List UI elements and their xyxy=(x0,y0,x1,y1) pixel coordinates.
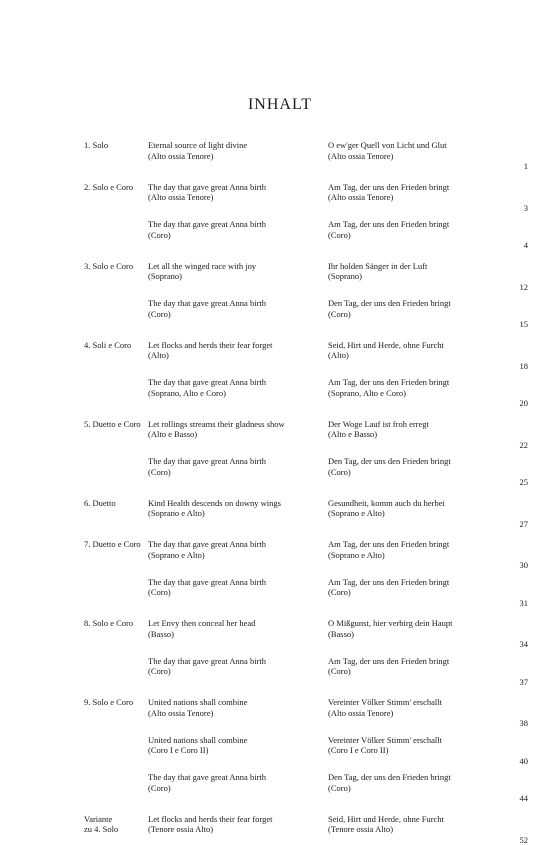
entry-number xyxy=(0,419,148,430)
entry-number-line: 9. Solo e Coro xyxy=(84,697,148,708)
page-number: 38 xyxy=(504,697,544,729)
german-title xyxy=(328,298,504,319)
english-title-line: (Coro) xyxy=(148,783,328,794)
toc-entry xyxy=(0,697,560,729)
entry-number xyxy=(0,261,148,272)
entry-number-line: 8. Solo e Coro xyxy=(84,618,148,629)
german-title-line: Seid, Hirt und Herde, ohne Furcht xyxy=(328,814,504,825)
entry-number xyxy=(0,814,148,835)
entry-number xyxy=(0,577,148,588)
entry-number-line: 2. Solo e Coro xyxy=(84,182,148,193)
entry-number xyxy=(0,456,148,467)
entry-number-line: Variante xyxy=(84,814,148,825)
german-title-line: (Alto ossia Tenore) xyxy=(328,151,504,162)
entry-number xyxy=(0,539,148,550)
english-title xyxy=(148,539,328,560)
english-title-line: (Coro) xyxy=(148,587,328,598)
page-number: 3 xyxy=(504,182,544,214)
entry-number-line xyxy=(84,577,148,588)
entry-number-line xyxy=(84,735,148,746)
english-title xyxy=(148,735,328,756)
english-title xyxy=(148,456,328,477)
german-title xyxy=(328,377,504,398)
german-title xyxy=(328,772,504,793)
toc-entry xyxy=(0,735,560,767)
page-number: 22 xyxy=(504,419,544,451)
page-number: 37 xyxy=(504,656,544,688)
english-title xyxy=(148,219,328,240)
english-title-line: Kind Health descends on downy wings xyxy=(148,498,328,509)
toc-entry xyxy=(0,377,560,409)
german-title-line: O ew'ger Quell von Licht und Glut xyxy=(328,140,504,151)
german-title-line: (Alto e Basso) xyxy=(328,429,504,440)
german-title-line: (Alto ossia Tenore) xyxy=(328,708,504,719)
toc-entry xyxy=(0,814,560,845)
german-title-line: Der Woge Lauf ist froh erregt xyxy=(328,419,504,430)
english-title xyxy=(148,298,328,319)
page-number: 34 xyxy=(504,618,544,650)
english-title-line: Let flocks and herds their fear forget xyxy=(148,340,328,351)
english-title-line: Let Envy then conceal her head xyxy=(148,618,328,629)
german-title xyxy=(328,219,504,240)
german-title xyxy=(328,814,504,835)
english-title-line: The day that gave great Anna birth xyxy=(148,456,328,467)
english-title-line: Eternal source of light divine xyxy=(148,140,328,151)
entry-number-line xyxy=(84,456,148,467)
english-title-line: The day that gave great Anna birth xyxy=(148,377,328,388)
page-number: 30 xyxy=(504,539,544,571)
german-title-line: Vereinter Völker Stimm' erschallt xyxy=(328,735,504,746)
german-title xyxy=(328,140,504,161)
page-number: 44 xyxy=(504,772,544,804)
english-title-line: The day that gave great Anna birth xyxy=(148,539,328,550)
english-title-line: The day that gave great Anna birth xyxy=(148,772,328,783)
toc-entry xyxy=(0,219,560,251)
toc-entry xyxy=(0,261,560,293)
english-title xyxy=(148,577,328,598)
toc-entry xyxy=(0,140,560,172)
page-number: 12 xyxy=(504,261,544,293)
entry-number-line: 7. Duetto e Coro xyxy=(84,539,148,550)
german-title-line: Vereinter Völker Stimm' erschallt xyxy=(328,697,504,708)
entry-number-line: 1. Solo xyxy=(84,140,148,151)
entry-number-line: 3. Solo e Coro xyxy=(84,261,148,272)
english-title-line: The day that gave great Anna birth xyxy=(148,656,328,667)
english-title xyxy=(148,419,328,440)
english-title xyxy=(148,618,328,639)
german-title xyxy=(328,182,504,203)
german-title-line: Am Tag, der uns den Frieden bringt xyxy=(328,656,504,667)
german-title-line: (Soprano) xyxy=(328,271,504,282)
german-title-line: Am Tag, der uns den Frieden bringt xyxy=(328,377,504,388)
english-title-line: (Coro) xyxy=(148,666,328,677)
english-title-line: United nations shall combine xyxy=(148,697,328,708)
page-number: 25 xyxy=(504,456,544,488)
german-title-line: (Soprano e Alto) xyxy=(328,550,504,561)
entry-number xyxy=(0,340,148,351)
page-number: 27 xyxy=(504,498,544,530)
english-title xyxy=(148,140,328,161)
entry-number-line xyxy=(84,772,148,783)
german-title xyxy=(328,498,504,519)
english-title xyxy=(148,340,328,361)
page-number: 40 xyxy=(504,735,544,767)
english-title xyxy=(148,261,328,282)
german-title-line: (Basso) xyxy=(328,629,504,640)
english-title-line: Let flocks and herds their fear forget xyxy=(148,814,328,825)
page-number: 52 xyxy=(504,814,544,845)
page-number: 18 xyxy=(504,340,544,372)
entry-number xyxy=(0,735,148,746)
english-title-line: United nations shall combine xyxy=(148,735,328,746)
toc-entry xyxy=(0,539,560,571)
entry-number xyxy=(0,697,148,708)
german-title-line: O Mißgunst, hier verbirg dein Haupt xyxy=(328,618,504,629)
english-title-line: Let rollings streams their gladness show xyxy=(148,419,328,430)
english-title-line: (Coro) xyxy=(148,309,328,320)
english-title-line: The day that gave great Anna birth xyxy=(148,577,328,588)
german-title-line: Am Tag, der uns den Frieden bringt xyxy=(328,539,504,550)
entry-number xyxy=(0,182,148,193)
german-title-line: Am Tag, der uns den Frieden bringt xyxy=(328,577,504,588)
page-number: 15 xyxy=(504,298,544,330)
english-title-line: Let all the winged race with joy xyxy=(148,261,328,272)
entry-number-line: 5. Duetto e Coro xyxy=(84,419,148,430)
entry-number xyxy=(0,298,148,309)
english-title-line: (Alto ossia Tenore) xyxy=(148,708,328,719)
german-title-line: (Alto ossia Tenore) xyxy=(328,192,504,203)
page-title: INHALT xyxy=(0,96,560,114)
german-title xyxy=(328,735,504,756)
toc-entry xyxy=(0,456,560,488)
english-title-line: The day that gave great Anna birth xyxy=(148,219,328,230)
german-title-line: (Alto) xyxy=(328,350,504,361)
entry-number xyxy=(0,140,148,151)
english-title xyxy=(148,772,328,793)
german-title-line: (Tenore ossia Alto) xyxy=(328,824,504,835)
english-title xyxy=(148,697,328,718)
german-title xyxy=(328,539,504,560)
german-title-line: (Coro) xyxy=(328,783,504,794)
german-title-line: (Coro) xyxy=(328,230,504,241)
toc-entry xyxy=(0,772,560,804)
english-title-line: (Coro) xyxy=(148,467,328,478)
english-title xyxy=(148,656,328,677)
german-title xyxy=(328,340,504,361)
entry-number-line xyxy=(84,656,148,667)
german-title-line: (Coro) xyxy=(328,309,504,320)
german-title-line: (Soprano, Alto e Coro) xyxy=(328,388,504,399)
english-title-line: (Tenore ossia Alto) xyxy=(148,824,328,835)
toc-entry xyxy=(0,656,560,688)
english-title-line: The day that gave great Anna birth xyxy=(148,182,328,193)
english-title xyxy=(148,498,328,519)
page-number: 20 xyxy=(504,377,544,409)
english-title xyxy=(148,814,328,835)
english-title-line: (Soprano e Alto) xyxy=(148,550,328,561)
toc-entry xyxy=(0,419,560,451)
toc-entry xyxy=(0,618,560,650)
english-title-line: (Coro) xyxy=(148,230,328,241)
page-number: 1 xyxy=(504,140,544,172)
english-title-line: (Coro I e Coro II) xyxy=(148,745,328,756)
entry-number xyxy=(0,618,148,629)
toc-entry xyxy=(0,340,560,372)
toc-entry xyxy=(0,577,560,609)
english-title-line: The day that gave great Anna birth xyxy=(148,298,328,309)
page-number: 31 xyxy=(504,577,544,609)
table-of-contents xyxy=(0,140,560,845)
english-title-line: (Soprano e Alto) xyxy=(148,508,328,519)
german-title xyxy=(328,577,504,598)
entry-number-line xyxy=(84,298,148,309)
german-title-line: Ihr holden Sänger in der Luft xyxy=(328,261,504,272)
entry-number xyxy=(0,656,148,667)
german-title-line: Am Tag, der uns den Frieden bringt xyxy=(328,182,504,193)
entry-number-line: zu 4. Solo xyxy=(84,824,148,835)
german-title xyxy=(328,656,504,677)
german-title-line: (Coro I e Coro II) xyxy=(328,745,504,756)
english-title-line: (Alto ossia Tenore) xyxy=(148,192,328,203)
english-title-line: (Alto e Basso) xyxy=(148,429,328,440)
toc-entry xyxy=(0,298,560,330)
english-title-line: (Basso) xyxy=(148,629,328,640)
english-title-line: (Alto) xyxy=(148,350,328,361)
german-title-line: (Coro) xyxy=(328,666,504,677)
german-title-line: (Coro) xyxy=(328,587,504,598)
entry-number-line xyxy=(84,219,148,230)
german-title xyxy=(328,261,504,282)
german-title-line: (Coro) xyxy=(328,467,504,478)
english-title-line: (Soprano) xyxy=(148,271,328,282)
german-title xyxy=(328,456,504,477)
english-title xyxy=(148,377,328,398)
german-title xyxy=(328,697,504,718)
entry-number-line xyxy=(84,377,148,388)
german-title xyxy=(328,618,504,639)
english-title-line: (Soprano, Alto e Coro) xyxy=(148,388,328,399)
toc-entry xyxy=(0,182,560,214)
german-title-line: (Soprano e Alto) xyxy=(328,508,504,519)
english-title-line: (Alto ossia Tenore) xyxy=(148,151,328,162)
entry-number xyxy=(0,772,148,783)
entry-number-line: 6. Duetto xyxy=(84,498,148,509)
german-title xyxy=(328,419,504,440)
entry-number xyxy=(0,377,148,388)
german-title-line: Den Tag, der uns den Frieden bringt xyxy=(328,298,504,309)
entry-number-line: 4. Soli e Coro xyxy=(84,340,148,351)
toc-entry xyxy=(0,498,560,530)
german-title-line: Den Tag, der uns den Frieden bringt xyxy=(328,456,504,467)
english-title xyxy=(148,182,328,203)
german-title-line: Gesundheit, komm auch du herbei xyxy=(328,498,504,509)
entry-number xyxy=(0,219,148,230)
entry-number xyxy=(0,498,148,509)
german-title-line: Seid, Hirt und Herde, ohne Furcht xyxy=(328,340,504,351)
german-title-line: Am Tag, der uns den Frieden bringt xyxy=(328,219,504,230)
german-title-line: Den Tag, der uns den Frieden bringt xyxy=(328,772,504,783)
page-number: 4 xyxy=(504,219,544,251)
